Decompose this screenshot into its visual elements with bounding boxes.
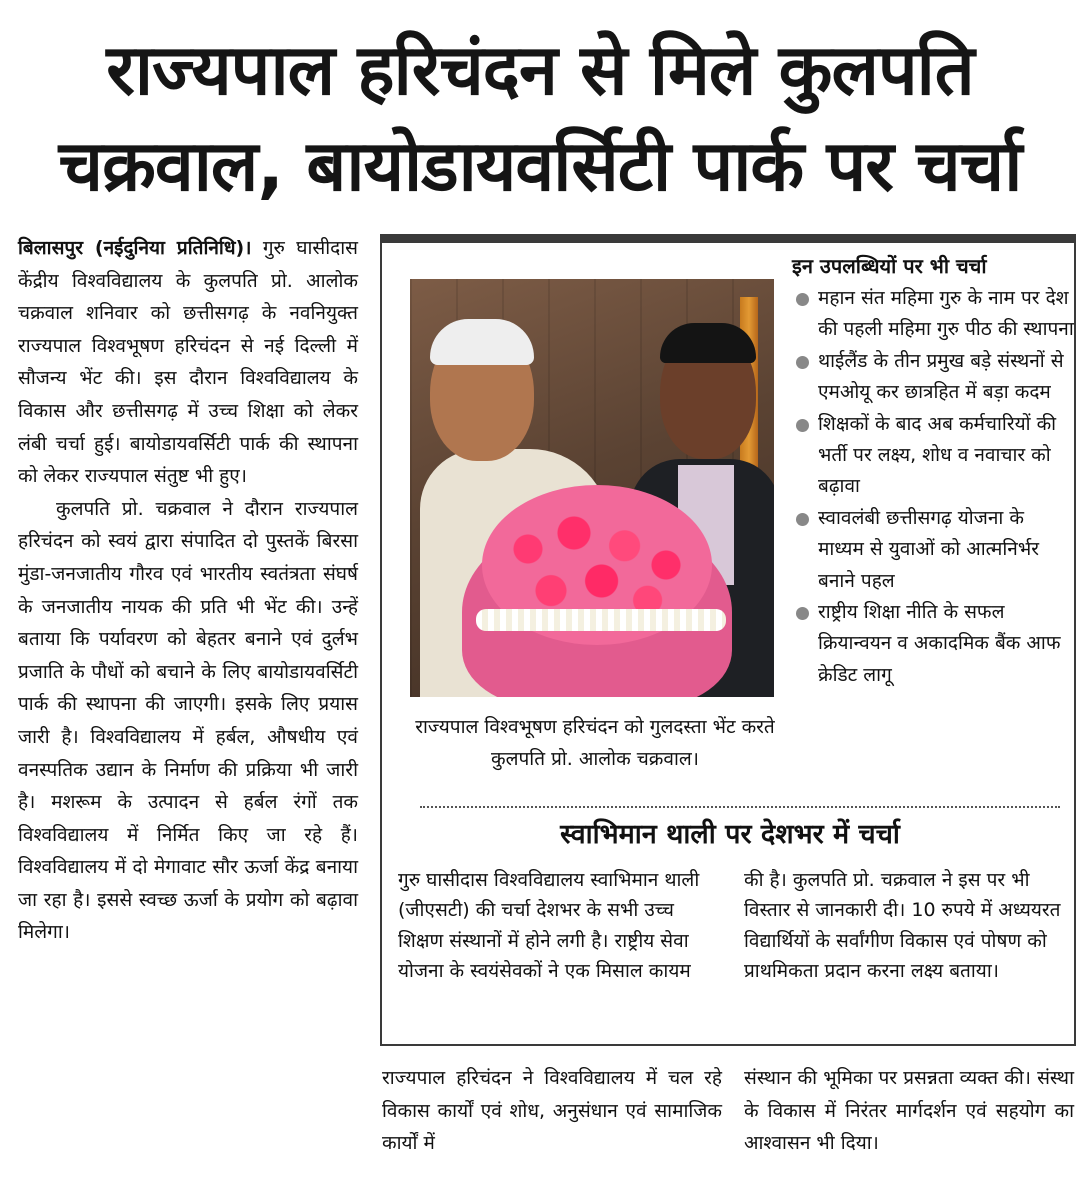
list-item — [792, 346, 1074, 409]
article-para-3-right: संस्थान की भूमिका पर प्रसन्नता व्यक्त की। संस्था के विकास में निरंतर मार्गदर्शन एवं सहयोग का आश्वासन भी दिया। — [744, 1067, 1074, 1155]
list-item — [792, 597, 1074, 691]
achievement-text: राष्ट्रीय शिक्षा नीति के सफल क्रियान्वयन व अकादमिक बैंक आफ क्रेडिट लागू — [818, 601, 1061, 686]
thali-heading: स्वाभिमान थाली पर देशभर में चर्चा — [560, 819, 900, 850]
achievements-list — [792, 283, 1074, 691]
headline-line-1: राज्यपाल हरिचंदन से मिले कुलपति — [106, 29, 974, 111]
article-para-2: कुलपति प्रो. चक्रवाल ने दौरान राज्यपाल हरिचंदन को स्वयं द्वारा संपादित दो पुस्तकें बिरसा मुंडा-जनजातीय गौरव एवं भारतीय स्वतंत्रता संघर्ष के जनजातीय नायक की प्रति भी भेंट की। उन्हें बताया कि पर्यावरण को बेहतर बनाने एवं दुर्लभ प्रजाति के पौधों को बचाने के लिए बायोडायवर्सिटी पार्क की स्थापना की जाएगी। इसके लिए प्रयास जारी है। विश्वविद्यालय में हर्बल, औषधीय एवं वनस्पतिक उद्यान के निर्माण की प्रक्रिया भी जारी है। मशरूम के उत्पादन से हर्बल रंगों तक विश्वविद्यालय में निर्मित किए जा रहे हैं। विश्वविद्यालय में दो मेगावाट सौर ऊर्जा केंद्र बनाया जा रहा है। इससे स्वच्छ ऊर्जा के प्रयोग को बढ़ावा मिलेगा। — [18, 497, 358, 944]
news-photo — [410, 279, 774, 697]
article-para-1: गुरु घासीदास केंद्रीय विश्वविद्यालय के कुलपति प्रो. आलोक चक्रवाल शनिवार को छत्तीसगढ़ के नवनियुक्त राज्यपाल विश्वभूषण हरिचंदन से नई दिल्ली में सौजन्य भेंट की। इस दौरान विश्वविद्यालय के विकास और छत्तीसगढ़ में उच्च शिक्षा को लेकर लंबी चर्चा हुई। बायोडायवर्सिटी पार्क की स्थापना को लेकर राज्यपाल संतुष्ट भी हुए। — [18, 237, 359, 488]
photo-caption: राज्यपाल विश्वभूषण हरिचंदन को गुलदस्ता भेंट करते कुलपति प्रो. आलोक चक्रवाल। — [415, 716, 775, 770]
dotted-divider — [420, 806, 1060, 808]
bullet-icon — [796, 513, 809, 526]
feature-box — [380, 234, 1076, 1046]
achievement-text: थाईलैंड के तीन प्रमुख बड़े संस्थनों से एमओयू कर छात्रहित में बड़ा कदम — [818, 349, 1064, 404]
photo-governor-hair — [430, 319, 534, 365]
bullet-icon — [796, 356, 809, 369]
achievements-title: इन उपलब्धियों पर भी चर्चा — [792, 254, 987, 278]
article-left-column — [18, 232, 358, 949]
article-para-3-middle: राज्यपाल हरिचंदन ने विश्वविद्यालय में चल रहे विकास कार्यों एवं शोध, अनुसंधान एवं सामाजिक कार्यों में — [382, 1067, 722, 1155]
headline-line-2: चक्रवाल, बायोडायवर्सिटी पार्क पर चर्चा — [58, 125, 1022, 207]
achievement-text: शिक्षकों के बाद अब कर्मचारियों की भर्ती पर लक्ष्य, शोध व नवाचार को बढ़ावा — [818, 412, 1057, 498]
achievements-sidebar — [792, 249, 1074, 691]
bullet-icon — [796, 419, 809, 432]
bullet-icon — [796, 607, 809, 620]
dateline: बिलासपुर (नईदुनिया प्रतिनिधि)। — [18, 237, 252, 259]
list-item — [792, 503, 1074, 597]
article-body-1 — [18, 232, 358, 493]
list-item — [792, 283, 1074, 346]
list-item — [792, 409, 1074, 503]
photo-bouquet-fillers — [476, 609, 726, 631]
thali-text-right: की है। कुलपति प्रो. चक्रवाल ने इस पर भी विस्तार से जानकारी दी। 10 रुपये में अध्ययरत विद्यार्थियों के सर्वांगीण विकास एवं पोषण को प्राथमिकता प्रदान करना लक्ष्य बताया। — [744, 869, 1061, 983]
thali-text-left: गुरु घासीदास विश्वविद्यालय स्वाभिमान थाली (जीएसटी) की चर्चा देशभर के सभी उच्च शिक्षण संस्थानों में होने लगी है। राष्ट्रीय सेवा योजना के स्वयंसेवकों ने एक मिसाल कायम — [398, 869, 700, 983]
achievement-text: महान संत महिमा गुरु के नाम पर देश की पहली महिमा गुरु पीठ की स्थापना — [818, 287, 1074, 341]
achievement-text: स्वावलंबी छत्तीसगढ़ योजना के माध्यम से युवाओं को आत्मनिर्भर बनाने पहल — [818, 506, 1039, 592]
photo-vc-hair — [660, 323, 756, 363]
bullet-icon — [796, 293, 809, 306]
